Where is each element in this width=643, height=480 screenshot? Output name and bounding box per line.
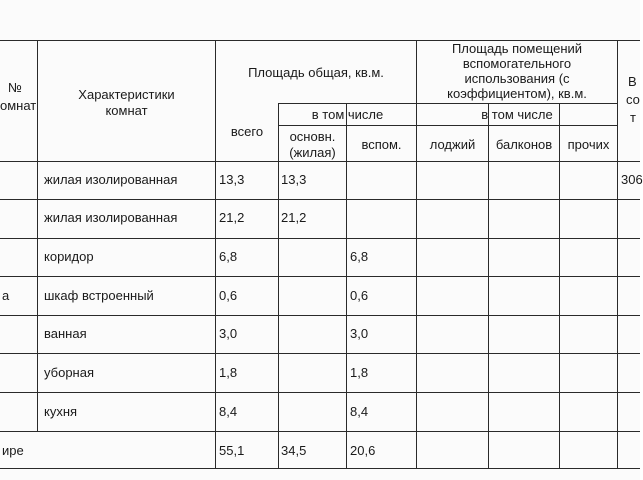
row-total: 6,8	[219, 249, 238, 264]
row-name: шкаф встроенный	[44, 288, 154, 303]
header-col-balcony: балконов	[495, 137, 553, 152]
row-total: 3,0	[219, 326, 238, 341]
incl-right-divider	[416, 103, 617, 104]
row-total: 0,6	[219, 288, 238, 303]
incl-left-divider	[278, 103, 416, 104]
row-name: ванная	[44, 326, 87, 341]
row-divider-3	[0, 276, 640, 277]
row-num: а	[2, 288, 10, 303]
row-total: 8,4	[219, 404, 238, 419]
header-incl-right: в том числе	[481, 107, 553, 122]
header-num-line2: омнат	[0, 98, 37, 113]
row-divider-6	[0, 392, 640, 393]
row-divider-4	[0, 315, 640, 316]
row-right-partial: 306	[621, 172, 643, 187]
row-total: 21,2	[219, 210, 245, 225]
row-name: уборная	[44, 365, 95, 380]
col-divider-other	[617, 40, 618, 468]
header-right-partial-1: В	[628, 74, 637, 89]
row-total: 13,3	[219, 172, 245, 187]
header-aux-line2: вспомогательного	[462, 56, 572, 71]
header-bottom-border	[0, 161, 640, 162]
col-divider-balcony	[559, 103, 560, 468]
row-name: кухня	[44, 404, 78, 419]
header-num-line1: №	[8, 80, 22, 95]
header-aux-line4: коэффициентом), кв.м.	[447, 86, 587, 101]
header-col-main-line2: (жилая)	[289, 145, 336, 160]
summary-label: ире	[2, 443, 24, 458]
header-col-main-line1: основн.	[289, 129, 336, 144]
header-col-loggia: лоджий	[429, 137, 476, 152]
row-name: коридор	[44, 249, 94, 264]
subheader-divider-left	[278, 125, 416, 126]
summary-main: 34,5	[281, 443, 307, 458]
header-area-total: Площадь общая, кв.м.	[248, 65, 384, 80]
header-col-total: всего	[230, 124, 264, 139]
col-divider-aux	[416, 40, 417, 468]
header-char-line2: комнат	[105, 103, 148, 118]
row-aux: 3,0	[350, 326, 369, 341]
header-right-partial-3: т	[630, 110, 636, 125]
header-incl-left: в том числе	[311, 107, 384, 122]
row-aux: 8,4	[350, 404, 369, 419]
row-aux: 0,6	[350, 288, 369, 303]
row-name: жилая изолированная	[44, 172, 178, 187]
subheader-divider-right	[416, 125, 617, 126]
header-col-aux: вспом.	[361, 137, 402, 152]
row-main: 21,2	[281, 210, 307, 225]
header-right-partial-2: со	[626, 92, 640, 107]
row-aux: 1,8	[350, 365, 369, 380]
summary-aux: 20,6	[350, 443, 376, 458]
row-divider-5	[0, 353, 640, 354]
summary-total: 55,1	[219, 443, 245, 458]
row-main: 13,3	[281, 172, 307, 187]
col-divider-main	[346, 103, 347, 468]
header-aux-line3: использования (с	[464, 71, 570, 86]
header-aux-line1: Площадь помещений	[451, 41, 583, 56]
header-col-other: прочих	[567, 137, 610, 152]
row-divider-2	[0, 238, 640, 239]
row-total: 1,8	[219, 365, 238, 380]
col-divider-name	[215, 40, 216, 468]
table-bottom-border	[0, 468, 640, 469]
col-divider-loggia	[488, 103, 489, 468]
row-name: жилая изолированная	[44, 210, 178, 225]
row-aux: 6,8	[350, 249, 369, 264]
row-divider-1	[0, 199, 640, 200]
header-char-line1: Характеристики	[78, 87, 175, 102]
row-divider-7	[0, 431, 640, 432]
